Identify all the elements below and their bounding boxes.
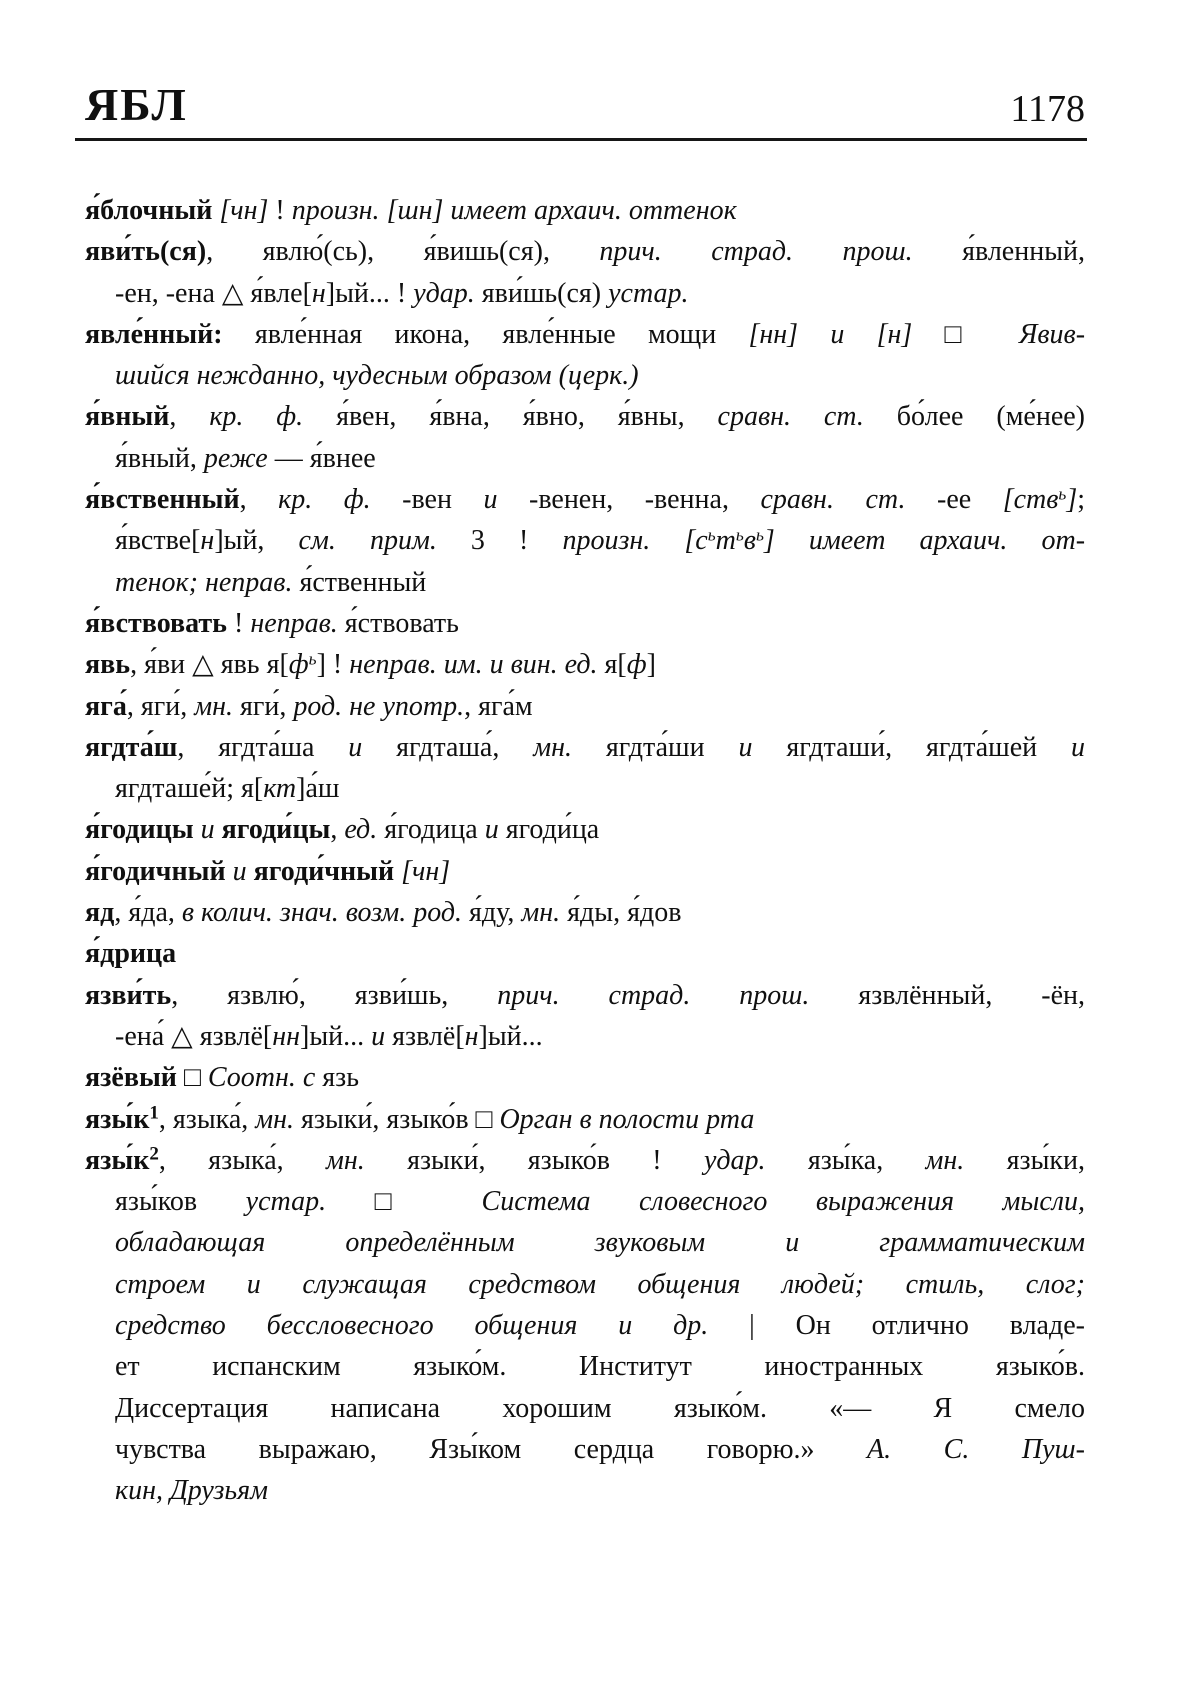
text-segment: □ — [326, 1186, 482, 1218]
text-segment: ф — [288, 649, 309, 681]
text-segment: , яги́, — [126, 690, 195, 722]
entry-first-line — [85, 892, 1085, 933]
text-segment — [247, 856, 254, 887]
dictionary-entry — [85, 1099, 1085, 1140]
text-segment: , яга́м — [464, 690, 533, 722]
text-segment: [н] — [876, 318, 913, 350]
entry-first-line — [85, 727, 1085, 768]
headword: яга́ — [85, 690, 127, 722]
text-segment: удар. — [413, 277, 475, 309]
text-segment: -ен, -ена △ я́вле[ — [115, 277, 312, 309]
text-segment: нн — [272, 1020, 300, 1052]
text-segment: ! — [226, 607, 251, 639]
text-segment — [380, 195, 387, 226]
text-segment: имеет архаич. от- — [808, 525, 1086, 557]
text-segment: и — [483, 484, 498, 516]
text-segment: ь — [735, 525, 744, 545]
dictionary-entry — [85, 1057, 1085, 1098]
entry-cont-line — [85, 768, 1085, 809]
headword: я́блочный — [85, 195, 213, 226]
headword: я́годичный — [85, 855, 226, 887]
entries-list — [85, 190, 1085, 1512]
text-segment: устар. — [245, 1186, 327, 1218]
headword: язы́к — [85, 1144, 150, 1176]
text-segment: яги́, — [233, 690, 294, 722]
entry-first-line — [85, 1140, 1085, 1181]
text-segment: ! — [268, 195, 292, 226]
headword: яви́ть(ся) — [85, 236, 207, 268]
entry-first-line — [85, 190, 1085, 231]
text-segment: кр. ф. — [209, 401, 304, 433]
text-segment: ]ый... — [478, 1020, 543, 1052]
headword: язви́ть — [85, 979, 172, 1011]
text-segment: -ее — [905, 484, 1003, 516]
dictionary-entry — [85, 933, 1085, 974]
dictionary-entry — [85, 1140, 1085, 1512]
dictionary-entry — [85, 396, 1085, 479]
headword: я́вствовать — [85, 607, 227, 639]
text-segment: сравн. ст. — [717, 401, 864, 433]
text-segment: реже — [203, 442, 268, 474]
text-segment: ]а́ш — [296, 773, 340, 805]
text-segment: и — [738, 731, 753, 763]
text-segment: произн. — [291, 195, 380, 226]
text-segment: неправ. — [204, 566, 293, 598]
text-segment: в колич. знач. возм. род. — [181, 897, 463, 929]
text-segment: Диссертация написана хорошим языко́м. «— Я смело — [115, 1392, 1085, 1424]
text-segment: ь — [755, 525, 764, 545]
text-segment: ет испанским языко́м. Институт иностранных языко́в. — [115, 1351, 1085, 1383]
dictionary-entry — [85, 603, 1085, 644]
text-segment: , языка́, — [158, 1144, 326, 1176]
text-segment: ягдташе́й; я[ — [115, 773, 264, 805]
text-segment: ф — [626, 649, 647, 681]
dictionary-entry — [85, 190, 1085, 231]
text-segment: я[ — [597, 649, 627, 681]
text-segment: бо́лее (ме́нее) — [863, 401, 1086, 433]
entry-first-line — [85, 396, 1085, 437]
entry-cont-line — [85, 1181, 1085, 1222]
text-segment: яви́шь(ся) — [474, 277, 609, 309]
text-segment: ] — [646, 649, 656, 681]
text-segment: неправ. им. и вин. ед. — [349, 649, 598, 681]
text-segment: язы́ка, — [765, 1144, 926, 1176]
text-segment: 1 — [149, 1102, 159, 1124]
text-segment: [нн] — [748, 318, 799, 350]
text-segment — [798, 319, 830, 350]
text-segment: кт — [263, 773, 297, 805]
text-segment: ь — [707, 525, 716, 545]
dictionary-entry — [85, 686, 1085, 727]
dictionary-entry — [85, 975, 1085, 1058]
text-segment: т — [715, 525, 736, 557]
text-segment: мн. — [194, 690, 233, 722]
text-segment: ягоди́ца — [498, 814, 600, 846]
entry-first-line — [85, 603, 1085, 644]
text-segment: Соотн. с — [207, 1062, 316, 1094]
text-segment: А. С. Пуш- — [867, 1433, 1086, 1465]
text-segment: [с — [684, 525, 708, 557]
text-segment: , — [330, 814, 345, 846]
text-segment: язь — [315, 1062, 359, 1094]
entry-cont-line — [85, 562, 1085, 603]
text-segment: ]ый, — [214, 525, 299, 557]
text-segment: и — [830, 318, 845, 350]
entry-cont-line — [85, 438, 1085, 479]
page-number: 1178 — [1010, 88, 1085, 130]
dictionary-entry — [85, 851, 1085, 892]
text-segment: я́ду, — [462, 897, 522, 929]
text-segment: я́ды, я́дов — [560, 897, 682, 929]
text-segment: мн. — [325, 1144, 365, 1176]
text-segment: ; — [1077, 484, 1085, 516]
text-segment: , языка́, — [158, 1103, 256, 1135]
dictionary-entry — [85, 231, 1085, 314]
text-segment: Явив- — [1018, 318, 1086, 350]
text-segment: языки́, языко́в □ — [294, 1103, 500, 1135]
entry-cont-line — [85, 355, 1085, 396]
entry-first-line — [85, 314, 1085, 355]
entry-cont-line — [85, 1222, 1085, 1263]
text-segment: обладающая определённым звуковым и грамматическим — [115, 1227, 1085, 1259]
entry-cont-line — [85, 1264, 1085, 1305]
entry-cont-line — [85, 273, 1085, 314]
dictionary-entry — [85, 644, 1085, 685]
text-segment: мн. — [533, 731, 572, 763]
text-segment: чувства выражаю, Язы́ком сердца говорю.» — [115, 1433, 868, 1465]
text-segment: я́вленный, — [912, 236, 1085, 268]
text-segment: ед. — [344, 814, 378, 846]
text-segment: — я́внее — [267, 442, 376, 474]
text-segment: Система словесного выражения мысли, — [481, 1186, 1086, 1218]
text-segment: язы́ков — [115, 1186, 246, 1218]
entry-cont-line — [85, 1429, 1085, 1470]
text-segment: язвлё[ — [385, 1020, 465, 1052]
text-segment: и — [371, 1020, 386, 1052]
text-segment: ь — [308, 649, 317, 669]
text-segment: я́ственный — [292, 566, 427, 598]
entry-first-line — [85, 1099, 1085, 1140]
text-segment: мн. — [255, 1103, 295, 1135]
text-segment: см. прим. — [298, 525, 437, 557]
dictionary-entry — [85, 809, 1085, 850]
text-segment: мн. — [521, 897, 561, 929]
headword: я́годицы — [85, 814, 194, 846]
headword: язы́к — [85, 1103, 150, 1135]
text-segment: строем и служащая средством общения людей; стиль, слог; — [115, 1268, 1085, 1300]
text-segment: имеет архаич. оттенок — [450, 195, 737, 226]
entry-first-line — [85, 851, 1085, 892]
dictionary-entry — [85, 479, 1085, 603]
text-segment: род. не употр. — [293, 690, 465, 722]
headword: явле́нный: — [85, 318, 223, 350]
header-rule — [75, 138, 1087, 141]
text-segment: кин, Друзьям — [115, 1475, 269, 1507]
text-segment: ] — [763, 525, 775, 557]
text-segment — [198, 567, 205, 598]
entry-first-line — [85, 809, 1085, 850]
entry-cont-line — [85, 1470, 1085, 1511]
text-segment: прич. страд. прош. — [497, 979, 810, 1011]
text-segment: , ягдта́ша — [177, 731, 349, 763]
entry-first-line — [85, 1057, 1085, 1098]
headword: я́дрица — [85, 938, 177, 970]
text-segment: ] ! — [316, 649, 350, 681]
entry-cont-line — [85, 520, 1085, 561]
text-segment: и — [484, 814, 499, 846]
text-segment: , я́ви △ явь я[ — [130, 649, 289, 681]
text-segment — [215, 814, 222, 845]
text-segment: сравн. ст. — [760, 484, 906, 516]
headword: явь — [85, 649, 131, 681]
text-segment: устар. — [608, 277, 689, 309]
text-segment: , я́да, — [114, 897, 182, 929]
text-segment: -венен, -венна, — [497, 484, 761, 516]
entry-first-line — [85, 686, 1085, 727]
text-segment: и — [200, 814, 215, 846]
text-segment: н — [464, 1020, 479, 1052]
text-segment: язы́ки, — [964, 1144, 1086, 1176]
text-segment: и — [1071, 731, 1085, 763]
text-segment: кр. ф. — [278, 484, 371, 516]
text-segment: [ств — [1002, 484, 1059, 516]
text-segment: □ — [912, 318, 1019, 350]
text-segment: , явлю́(сь), я́вишь(ся), — [206, 236, 600, 268]
text-segment — [226, 856, 233, 887]
text-segment: произн. — [562, 525, 651, 557]
text-segment: ягдта́ши — [571, 731, 739, 763]
text-segment: неправ. — [250, 607, 338, 639]
text-segment: мн. — [925, 1144, 965, 1176]
text-segment: , — [239, 484, 279, 516]
entry-first-line — [85, 231, 1085, 272]
text-segment: я́ствовать — [337, 607, 459, 639]
text-segment: я́вный, — [115, 442, 204, 474]
entry-first-line — [85, 644, 1085, 685]
text-segment: и — [232, 855, 247, 887]
text-segment: язвлённый, -ён, — [809, 979, 1086, 1011]
text-segment: я́годица — [377, 814, 485, 846]
entry-first-line — [85, 479, 1085, 520]
headword: ягоди́чный — [253, 855, 395, 887]
text-segment: я́вен, я́вна, я́вно, я́вны, — [303, 401, 718, 433]
entry-cont-line — [85, 1305, 1085, 1346]
dictionary-entry — [85, 892, 1085, 933]
entry-cont-line — [85, 1016, 1085, 1057]
entry-first-line — [85, 933, 1085, 974]
headword: я́вственный — [85, 484, 240, 516]
text-segment: Орган в полости рта — [499, 1103, 755, 1135]
running-head: ЯБЛ — [85, 79, 188, 130]
entry-cont-line — [85, 1346, 1085, 1387]
text-segment: ь — [1058, 484, 1067, 504]
text-segment: явле́нная икона, явле́нные мощи — [222, 318, 749, 350]
text-segment: -вен — [370, 484, 484, 516]
headword: я́вный — [85, 401, 170, 433]
text-segment: , язвлю́, язви́шь, — [171, 979, 498, 1011]
text-segment: ]ый... ! — [325, 277, 414, 309]
text-segment: [шн] — [386, 195, 444, 226]
text-segment: языки́, языко́в ! — [364, 1144, 704, 1176]
text-segment — [650, 525, 684, 556]
text-segment: [чн] — [219, 195, 269, 226]
entry-first-line — [85, 975, 1085, 1016]
text-segment: ягдташи́, ягдта́шей — [752, 731, 1071, 763]
text-segment: в — [743, 525, 756, 557]
text-segment: -ена́ △ язвлё[ — [115, 1020, 273, 1052]
text-segment: средство бессловесного общения и др. — [115, 1310, 709, 1342]
text-segment: н — [311, 277, 326, 309]
headword: ягдта́ш — [85, 731, 178, 763]
text-segment: тенок; — [115, 566, 198, 598]
headword: язёвый — [85, 1062, 177, 1094]
entry-cont-line — [85, 1388, 1085, 1429]
text-segment: , — [169, 401, 210, 433]
text-segment: удар. — [703, 1144, 766, 1176]
text-segment: ягдташа́, — [362, 731, 534, 763]
text-segment: н — [200, 525, 215, 557]
text-segment: 3 ! — [436, 525, 563, 557]
text-segment: 2 — [149, 1143, 159, 1165]
text-segment — [194, 814, 201, 845]
dictionary-entry — [85, 727, 1085, 810]
text-segment: я́встве[ — [115, 525, 201, 557]
text-segment: и — [348, 731, 363, 763]
dictionary-entry — [85, 314, 1085, 397]
text-segment: | Он отлично владе- — [708, 1310, 1085, 1342]
text-segment — [844, 319, 876, 350]
text-segment: [чн] — [401, 855, 451, 887]
text-segment: шийся нежданно, чудесным образом (церк.) — [115, 360, 639, 392]
headword: ягоди́цы — [221, 814, 331, 846]
text-segment — [775, 525, 809, 556]
text-segment: прич. страд. прош. — [599, 236, 913, 268]
text-segment: ]ый... — [300, 1020, 372, 1052]
headword: яд — [85, 897, 115, 929]
text-segment: □ — [176, 1062, 208, 1094]
text-segment: ] — [1066, 484, 1078, 516]
